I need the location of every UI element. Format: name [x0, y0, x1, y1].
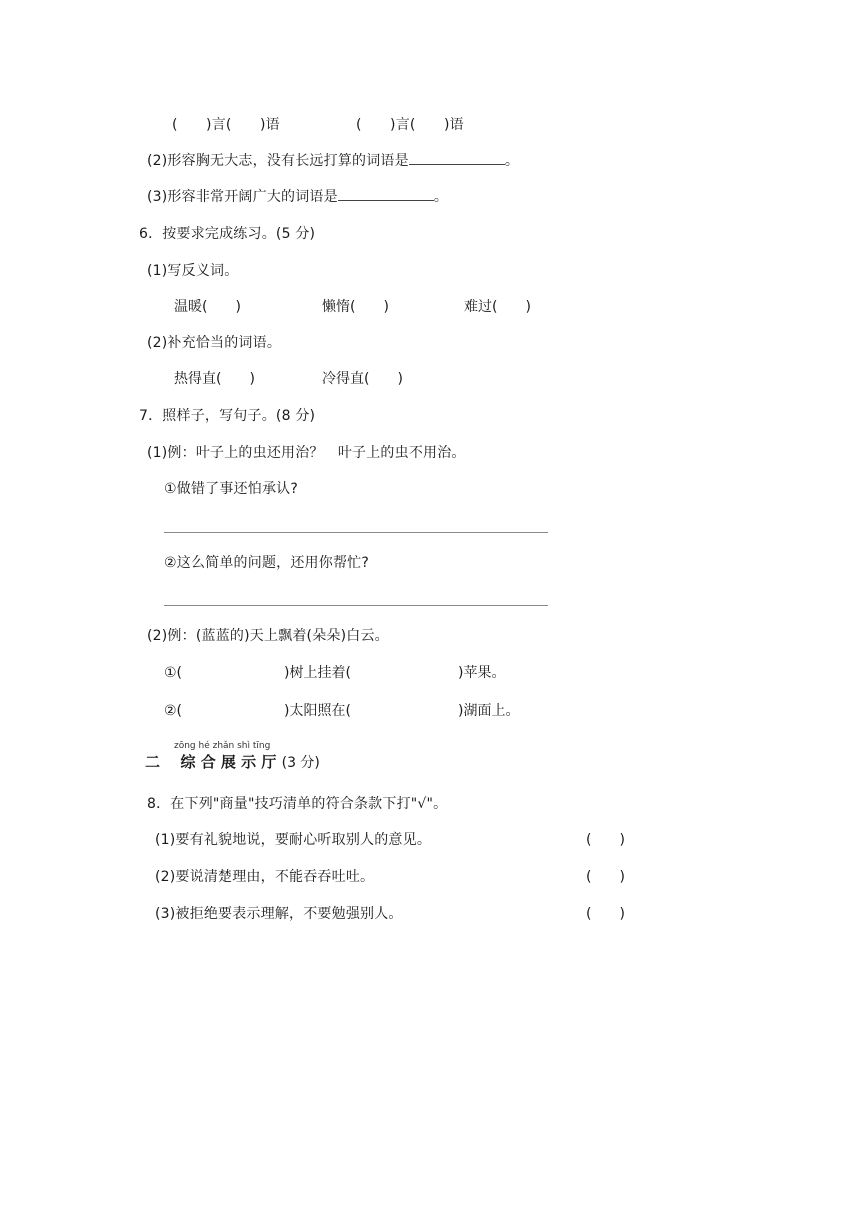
q5-item-3-text: (3)形容非常开阔广大的词语是 [147, 189, 338, 205]
q8-item-1: (1)要有礼貌地说，要耐心听取别人的意见。 [155, 832, 432, 848]
idiom-fill-row-right: ( )言( )语 [356, 117, 464, 133]
q5-item-2 [147, 152, 519, 170]
antonym-lazy: 懒惰( ) [322, 299, 389, 315]
section-heading [145, 752, 320, 773]
q7-sub-2: ②这么简单的问题，还用你帮忙? [164, 555, 369, 571]
answer-blank[interactable] [409, 152, 505, 165]
q7-fill2-open: ②( [164, 703, 183, 719]
section-pinyin: zōng hé zhǎn shì tīng [174, 741, 271, 751]
q8-checkbox-2[interactable]: ( ) [586, 869, 625, 885]
q8-checkbox-1[interactable]: ( ) [586, 832, 625, 848]
q5-item-2-text: (2)形容胸无大志，没有长远打算的词语是 [147, 153, 409, 169]
section-numeral: 二 [145, 753, 161, 771]
answer-line-2[interactable] [164, 605, 548, 606]
answer-blank[interactable] [338, 188, 434, 201]
q6-item-1: (1)写反义词。 [147, 263, 239, 279]
q5-item-3-end: 。 [433, 189, 449, 205]
q5-item-3 [147, 188, 448, 206]
fill-hot: 热得直( ) [174, 371, 255, 387]
antonym-sad: 难过( ) [464, 299, 531, 315]
antonym-warm: 温暖( ) [174, 299, 241, 315]
q7-fill2-end: )湖面上。 [458, 703, 520, 719]
fill-cold: 冷得直( ) [322, 371, 403, 387]
q7-example-1: (1)例：叶子上的虫还用治？ 叶子上的虫不用治。 [147, 445, 466, 461]
q7-fill1-mid: )树上挂着( [284, 665, 351, 681]
q8-checkbox-3[interactable]: ( ) [586, 906, 625, 922]
q5-item-2-end: 。 [504, 153, 520, 169]
q7-title: 7．照样子，写句子。(8 分) [139, 408, 316, 424]
q6-title: 6．按要求完成练习。(5 分) [139, 226, 316, 242]
q7-fill1-open: ①( [164, 665, 183, 681]
q8-item-2: (2)要说清楚理由，不能吞吞吐吐。 [155, 869, 375, 885]
q6-item-2: (2)补充恰当的词语。 [147, 335, 282, 351]
q7-fill1-end: )苹果。 [458, 665, 506, 681]
idiom-fill-row-left: ( )言( )语 [172, 117, 280, 133]
q8-title: 8．在下列"商量"技巧清单的符合条款下打"√"。 [147, 796, 448, 812]
q7-sub-1: ①做错了事还怕承认? [164, 481, 298, 497]
q7-fill2-mid: )太阳照在( [284, 703, 351, 719]
section-score: (3 分) [281, 755, 320, 771]
section-title: 综 合 展 示 厅 [180, 753, 277, 771]
q8-item-3: (3)被拒绝要表示理解，不要勉强别人。 [155, 906, 403, 922]
answer-line-1[interactable] [164, 532, 548, 533]
q7-example-2: (2)例：(蓝蓝的)天上飘着(朵朵)白云。 [147, 628, 389, 644]
